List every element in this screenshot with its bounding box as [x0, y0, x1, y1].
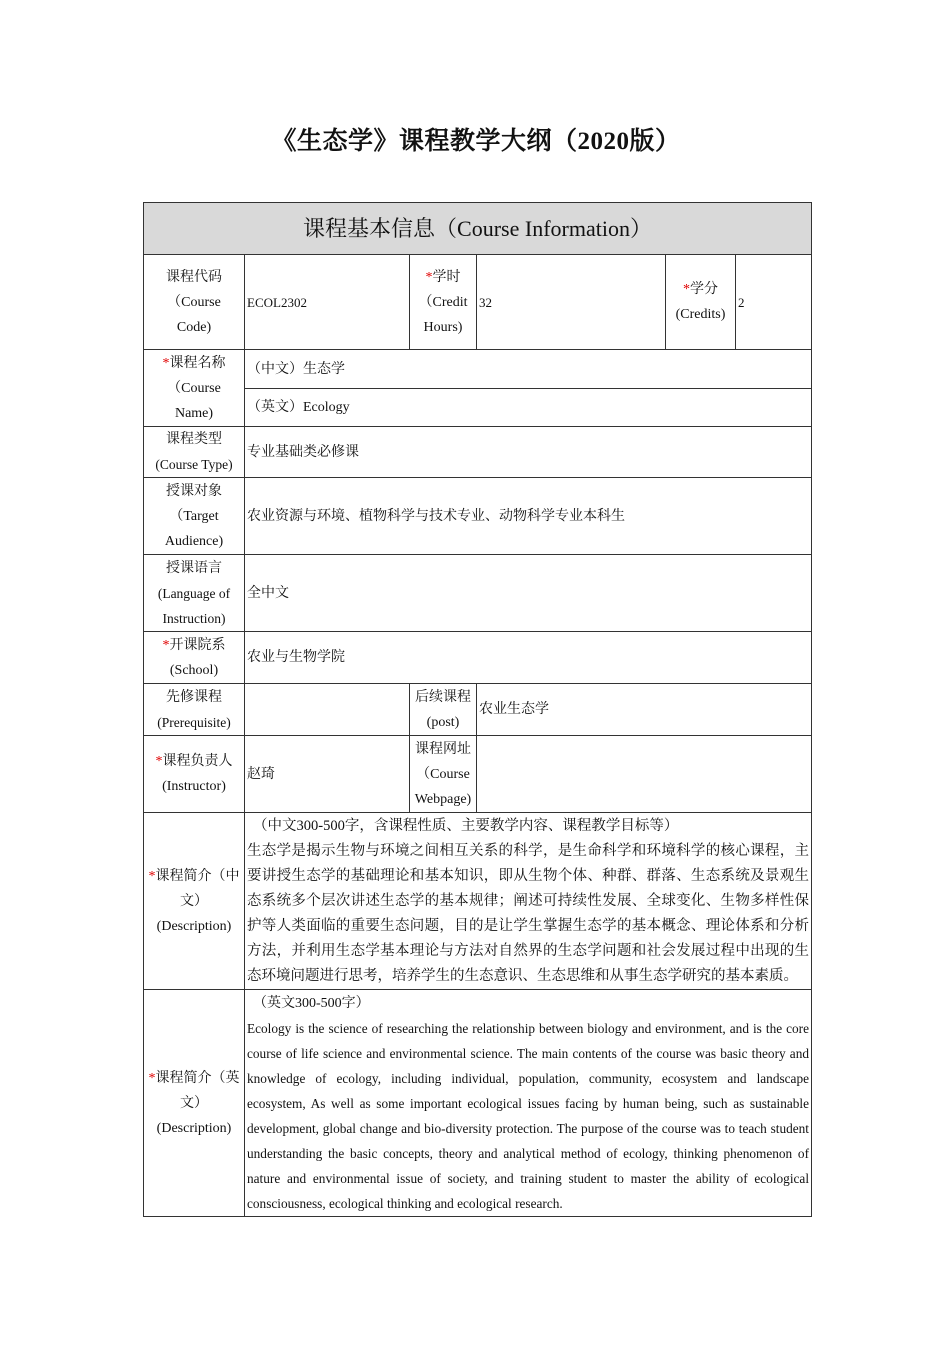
prerequisite-value	[245, 684, 410, 736]
description-zh-text: 生态学是揭示生物与环境之间相互关系的科学，是生命科学和环境科学的核心课程，主要讲授生态学的基础理论和基本知识，即从生物个体、种群、群落、生态系统及景观生态系统多个层次讲述生态学的基本规律；阐述可持续性发展、全球变化、生物多样性保护等人类面临的重要生态问题，目的是让学生掌握生态学的基本概念、理论体系和分析方法，并利用生态学基本理论与方法对自然界的生态学问题和社会发展过程中出现的生态环境问题进行思考，培养学生的生态意识、生态思维和从事生态学研究的基本素质。	[247, 842, 810, 984]
prerequisite-label: 先修课程 (Prerequisite)	[144, 684, 245, 736]
description-zh-label: *课程简介（中文） (Description)	[144, 813, 245, 990]
course-name-label: *课程名称 （Course Name)	[144, 350, 245, 427]
description-en	[245, 990, 812, 1217]
language-label: 授课语言 (Language of Instruction)	[144, 555, 245, 632]
credits-value: 2	[736, 255, 812, 350]
course-name-en: （英文）Ecology	[245, 389, 812, 427]
webpage-label: 课程网址 （Course Webpage)	[410, 736, 477, 813]
webpage-value	[477, 736, 812, 813]
credits-label: *学分 (Credits)	[666, 255, 736, 350]
table-header: 课程基本信息（Course Information）	[144, 203, 812, 255]
description-en-hint: （英文300-500字）	[253, 995, 370, 1011]
description-en-text: Ecology is the science of researching the relationship between biology and environment, and is the core course of life science and environmental science. The main contents of the course was basic theory and knowledge of ecology, including individual, population, community, ecosystem and landscape ecosystem, As well as some important ecological issues facing by human being, such as sustainable development, global change and bio-diversity protection. The purpose of the course was to teach student understanding the basic concepts, theory and analytical method of ecology, thinking phenomenon of nature and environmental issue of society, and training student to master the ability of ecological consciousness, ecological thinking and ecological research.	[247, 1020, 810, 1211]
instructor-label: *课程负责人 (Instructor)	[144, 736, 245, 813]
target-audience-value: 农业资源与环境、植物科学与技术专业、动物科学专业本科生	[245, 478, 812, 555]
school-value: 农业与生物学院	[245, 632, 812, 684]
course-name-zh: （中文）生态学	[245, 350, 812, 389]
course-info-table	[143, 202, 812, 1217]
course-code-value: ECOL2302	[245, 255, 410, 350]
post-course-value: 农业生态学	[477, 684, 812, 736]
post-course-label: 后续课程 (post)	[410, 684, 477, 736]
document-title: 《生态学》课程教学大纲（2020版）	[271, 128, 681, 155]
credit-hours-label: *学时 （Credit Hours)	[410, 255, 477, 350]
credit-hours-value: 32	[477, 255, 666, 350]
instructor-value: 赵琦	[245, 736, 410, 813]
target-audience-label: 授课对象 （Target Audience)	[144, 478, 245, 555]
description-en-label: *课程简介（英文） (Description)	[144, 990, 245, 1217]
school-label: *开课院系 (School)	[144, 632, 245, 684]
course-type-value: 专业基础类必修课	[245, 427, 812, 478]
description-zh	[245, 813, 812, 990]
course-type-label: 课程类型 (Course Type)	[144, 427, 245, 478]
course-code-label: 课程代码 （Course Code)	[144, 255, 245, 350]
language-value: 全中文	[245, 555, 812, 632]
description-zh-hint: （中文300-500字，含课程性质、主要教学内容、课程教学目标等）	[253, 817, 679, 834]
